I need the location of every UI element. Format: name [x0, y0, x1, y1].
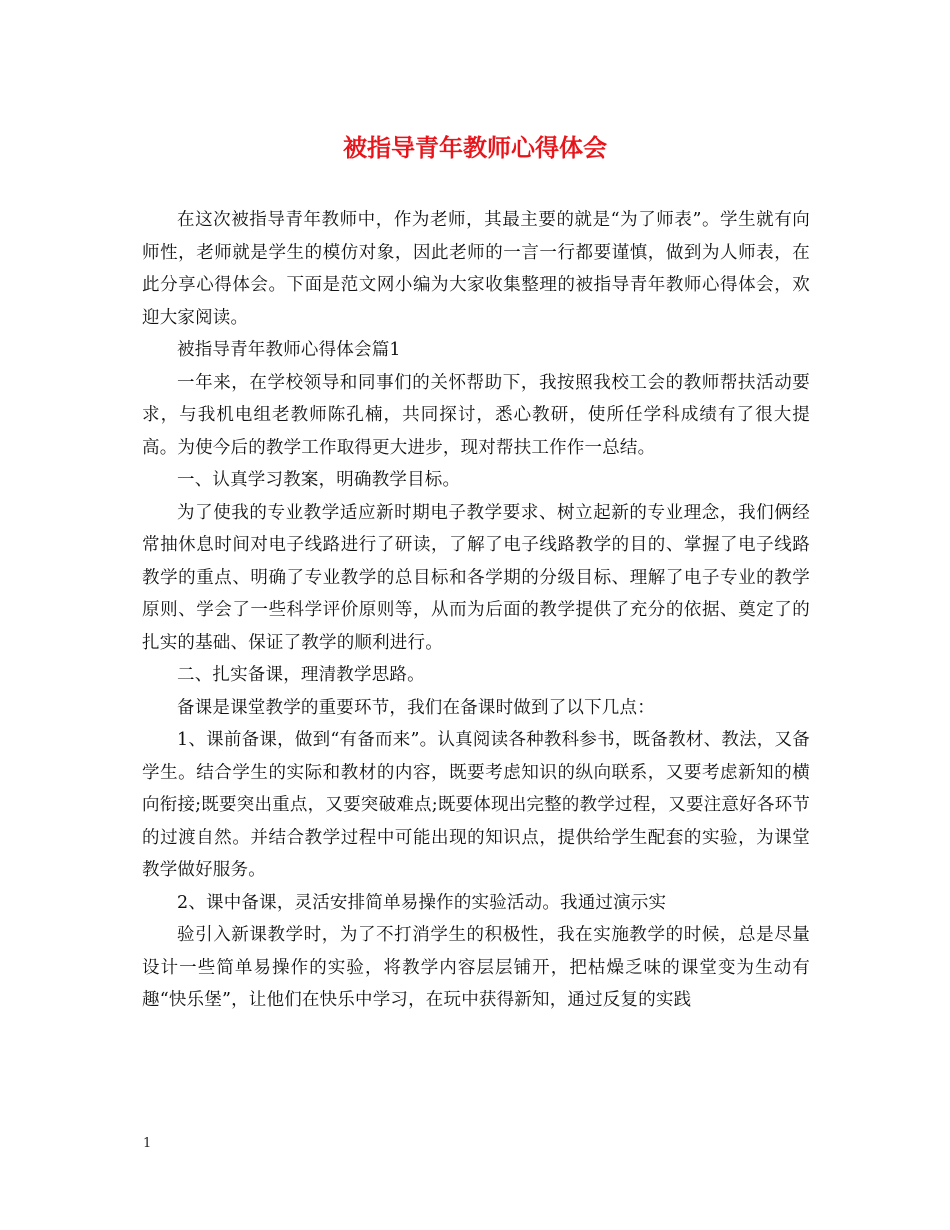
paragraph-prep-one: 1、课前备课，做到“有备而来”。认真阅读各种教科参书，既备教材、教法，又备学生。结合学生的实际和教材的内容，既要考虑知识的纵向联系，又要考虑新知的横向衔接;既要突出重点，又要突破难点;既要体现出完整的教学过程，又要注意好各环节的过渡自然。并结合教学过程中可能出现的知识点，提供给学生配套的实验，为课堂教学做好服务。 [142, 730, 810, 880]
page-number: 1 [143, 1136, 152, 1151]
paragraph-intro: 在这次被指导青年教师中，作为老师，其最主要的就是“为了师表”。学生就有向师性，老师就是学生的模仿对象，因此老师的一言一行都要谨慎，做到为人师表，在此分享心得体会。下面是范文网小编为大家收集整理的被指导青年教师心得体会，欢迎大家阅读。 [142, 210, 810, 328]
document-title: 被指导青年教师心得体会 [343, 133, 607, 162]
paragraph-heading-two: 二、扎实备课，理清教学思路。 [177, 665, 425, 685]
paragraph-study: 为了使我的专业教学适应新时期电子教学要求、树立起新的专业理念，我们俩经常抽休息时间对电子线路进行了研读，了解了电子线路教学的目的、掌握了电子线路教学的重点、明确了专业教学的总目标和各学期的分级目标、理解了电子专业的教学原则、学会了一些科学评价原则等，从而为后面的教学提供了充分的依据、奠定了的扎实的基础、保证了教学的顺利进行。 [142, 502, 810, 653]
document-body [142, 204, 810, 1017]
paragraph-section-heading: 被指导青年教师心得体会篇1 [177, 340, 401, 360]
paragraph-overview: 一年来，在学校领导和同事们的关怀帮助下，我按照我校工会的教师帮扶活动要求，与我机电组老教师陈孔楠，共同探讨，悉心教研，使所任学科成绩有了很大提高。为使今后的教学工作取得更大进步，现对帮扶工作作一总结。 [142, 372, 810, 458]
paragraph-heading-one: 一、认真学习教案，明确教学目标。 [177, 470, 461, 490]
paragraph-prep-two: 2、课中备课，灵活安排简单易操作的实验活动。我通过演示实 [177, 892, 667, 913]
paragraph-experiment: 验引入新课教学时，为了不打消学生的积极性，我在实施教学的时候，总是尽量设计一些简单易操作的实验，将教学内容层层铺开，把枯燥乏味的课堂变为生动有趣“快乐堡”，让他们在快乐中学习，在玩中获得新知，通过反复的实践 [142, 925, 810, 1010]
paragraph-prep-intro: 备课是课堂教学的重要环节，我们在备课时做到了以下几点： [177, 697, 655, 718]
